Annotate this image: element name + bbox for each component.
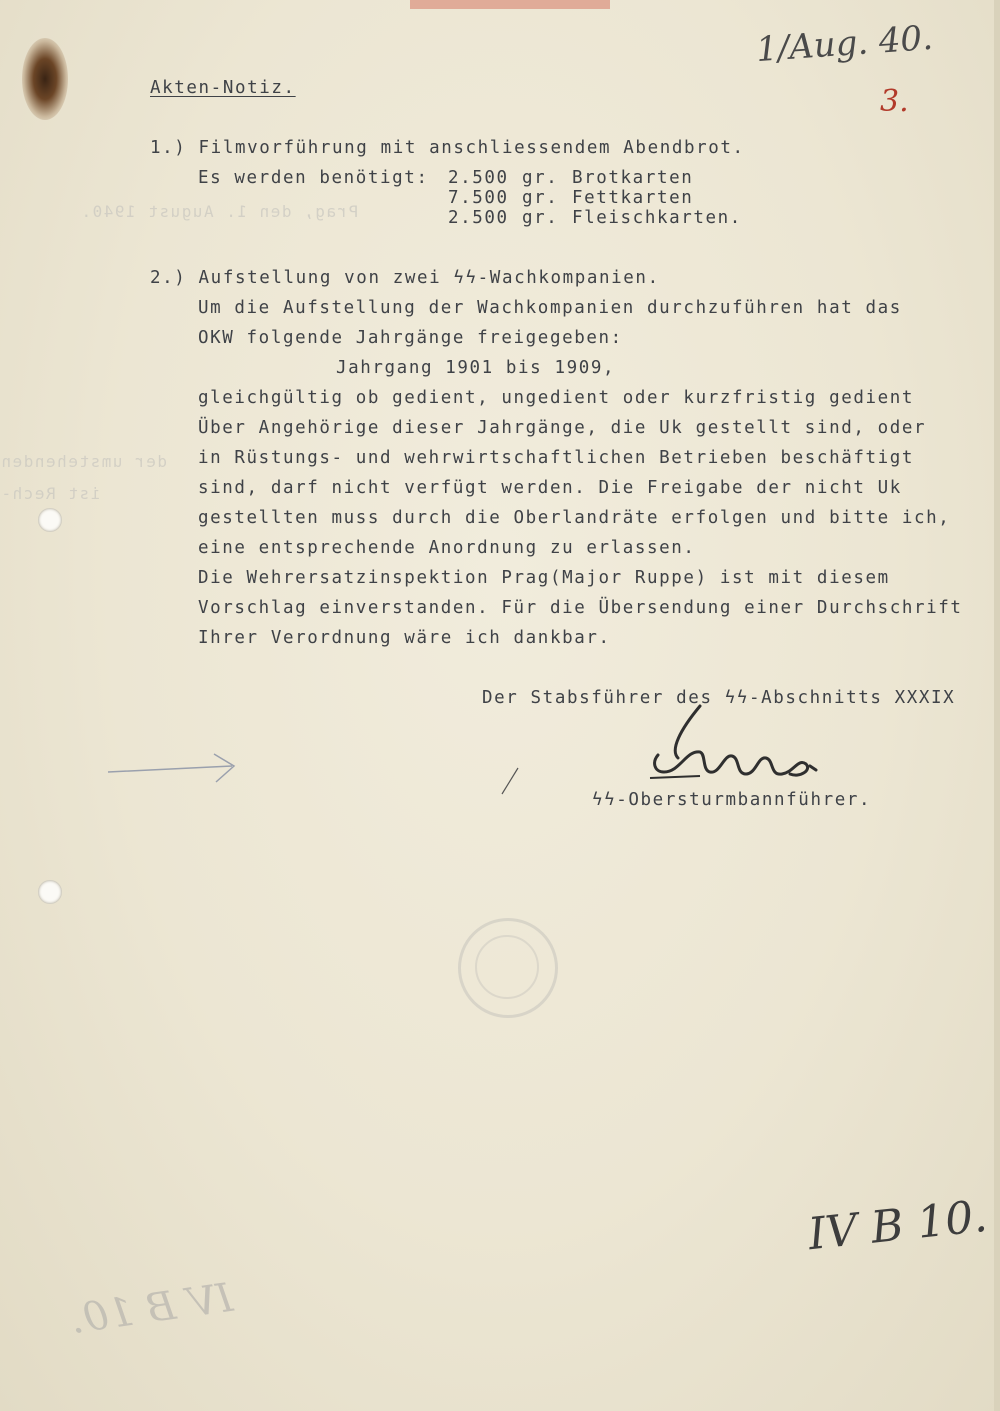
ration-unit: gr.	[522, 208, 559, 228]
year-range: Jahrgang 1901 bis 1909,	[336, 358, 616, 378]
ration-amount: 2.500	[448, 168, 509, 188]
bleed-through-text: ist Rech-	[0, 484, 101, 503]
body-line: eine entsprechende Anordnung zu erlassen.	[198, 538, 696, 558]
handwritten-page-number: 3.	[880, 84, 909, 119]
needed-label: Es werden benötigt:	[198, 168, 429, 188]
bleed-through-text: Prag, den 1. August 1940.	[80, 202, 359, 221]
body-line: gleichgültig ob gedient, ungedient oder kurzfristig gedient	[198, 388, 915, 408]
punch-hole	[38, 880, 62, 904]
bleed-through-reference: IV B 10.	[67, 1274, 236, 1344]
ration-item: Fleischkarten.	[572, 208, 742, 228]
body-line: in Rüstungs- und wehrwirtschaftlichen Betrieben beschäftigt	[198, 448, 915, 468]
body-line: Ihrer Verordnung wäre ich dankbar.	[198, 628, 611, 648]
body-line: Über Angehörige dieser Jahrgänge, die Uk gestellt sind, oder	[198, 418, 927, 438]
item-1-title: 1.) Filmvorführung mit anschliessendem Abendbrot.	[150, 138, 745, 158]
handwritten-signature	[640, 700, 830, 790]
ration-unit: gr.	[522, 168, 559, 188]
handwritten-reference: IV B 10.	[805, 1190, 990, 1261]
ration-unit: gr.	[522, 188, 559, 208]
ration-amount: 7.500	[448, 188, 509, 208]
document-heading: Akten-Notiz.	[150, 78, 296, 98]
ration-item: Brotkarten	[572, 168, 694, 188]
item-2-title: 2.) Aufstellung von zwei ϟϟ-Wachkompanien.	[150, 268, 660, 288]
bleed-through-text: der umstehenden	[0, 452, 167, 471]
body-line: sind, darf nicht verfügt werden. Die Freigabe der nicht Uk	[198, 478, 902, 498]
body-line: Um die Aufstellung der Wachkompanien durchzuführen hat das	[198, 298, 902, 318]
ration-item: Fettkarten	[572, 188, 694, 208]
punch-hole	[38, 508, 62, 532]
signature-title: Der Stabsführer des ϟϟ-Abschnitts XXXIX	[482, 688, 956, 708]
page-edge	[994, 0, 1000, 1411]
faint-round-stamp	[458, 918, 558, 1018]
body-line: gestellten muss durch die Oberlandräte erfolgen und bitte ich,	[198, 508, 951, 528]
body-line: Vorschlag einverstanden. Für die Übersendung einer Durchschrift	[198, 598, 963, 618]
handwritten-date: 1/Aug. 40.	[754, 17, 935, 71]
signature-rank: ϟϟ-Obersturmbannführer.	[592, 790, 872, 810]
ration-amount: 2.500	[448, 208, 509, 228]
rust-stain	[22, 38, 68, 120]
body-line: OKW folgende Jahrgänge freigegeben:	[198, 328, 623, 348]
pencil-arrow-mark	[104, 750, 244, 790]
body-line: Die Wehrersatzinspektion Prag(Major Ruppe) ist mit diesem	[198, 568, 890, 588]
red-header-mark	[410, 0, 610, 9]
pencil-stroke	[498, 766, 522, 796]
